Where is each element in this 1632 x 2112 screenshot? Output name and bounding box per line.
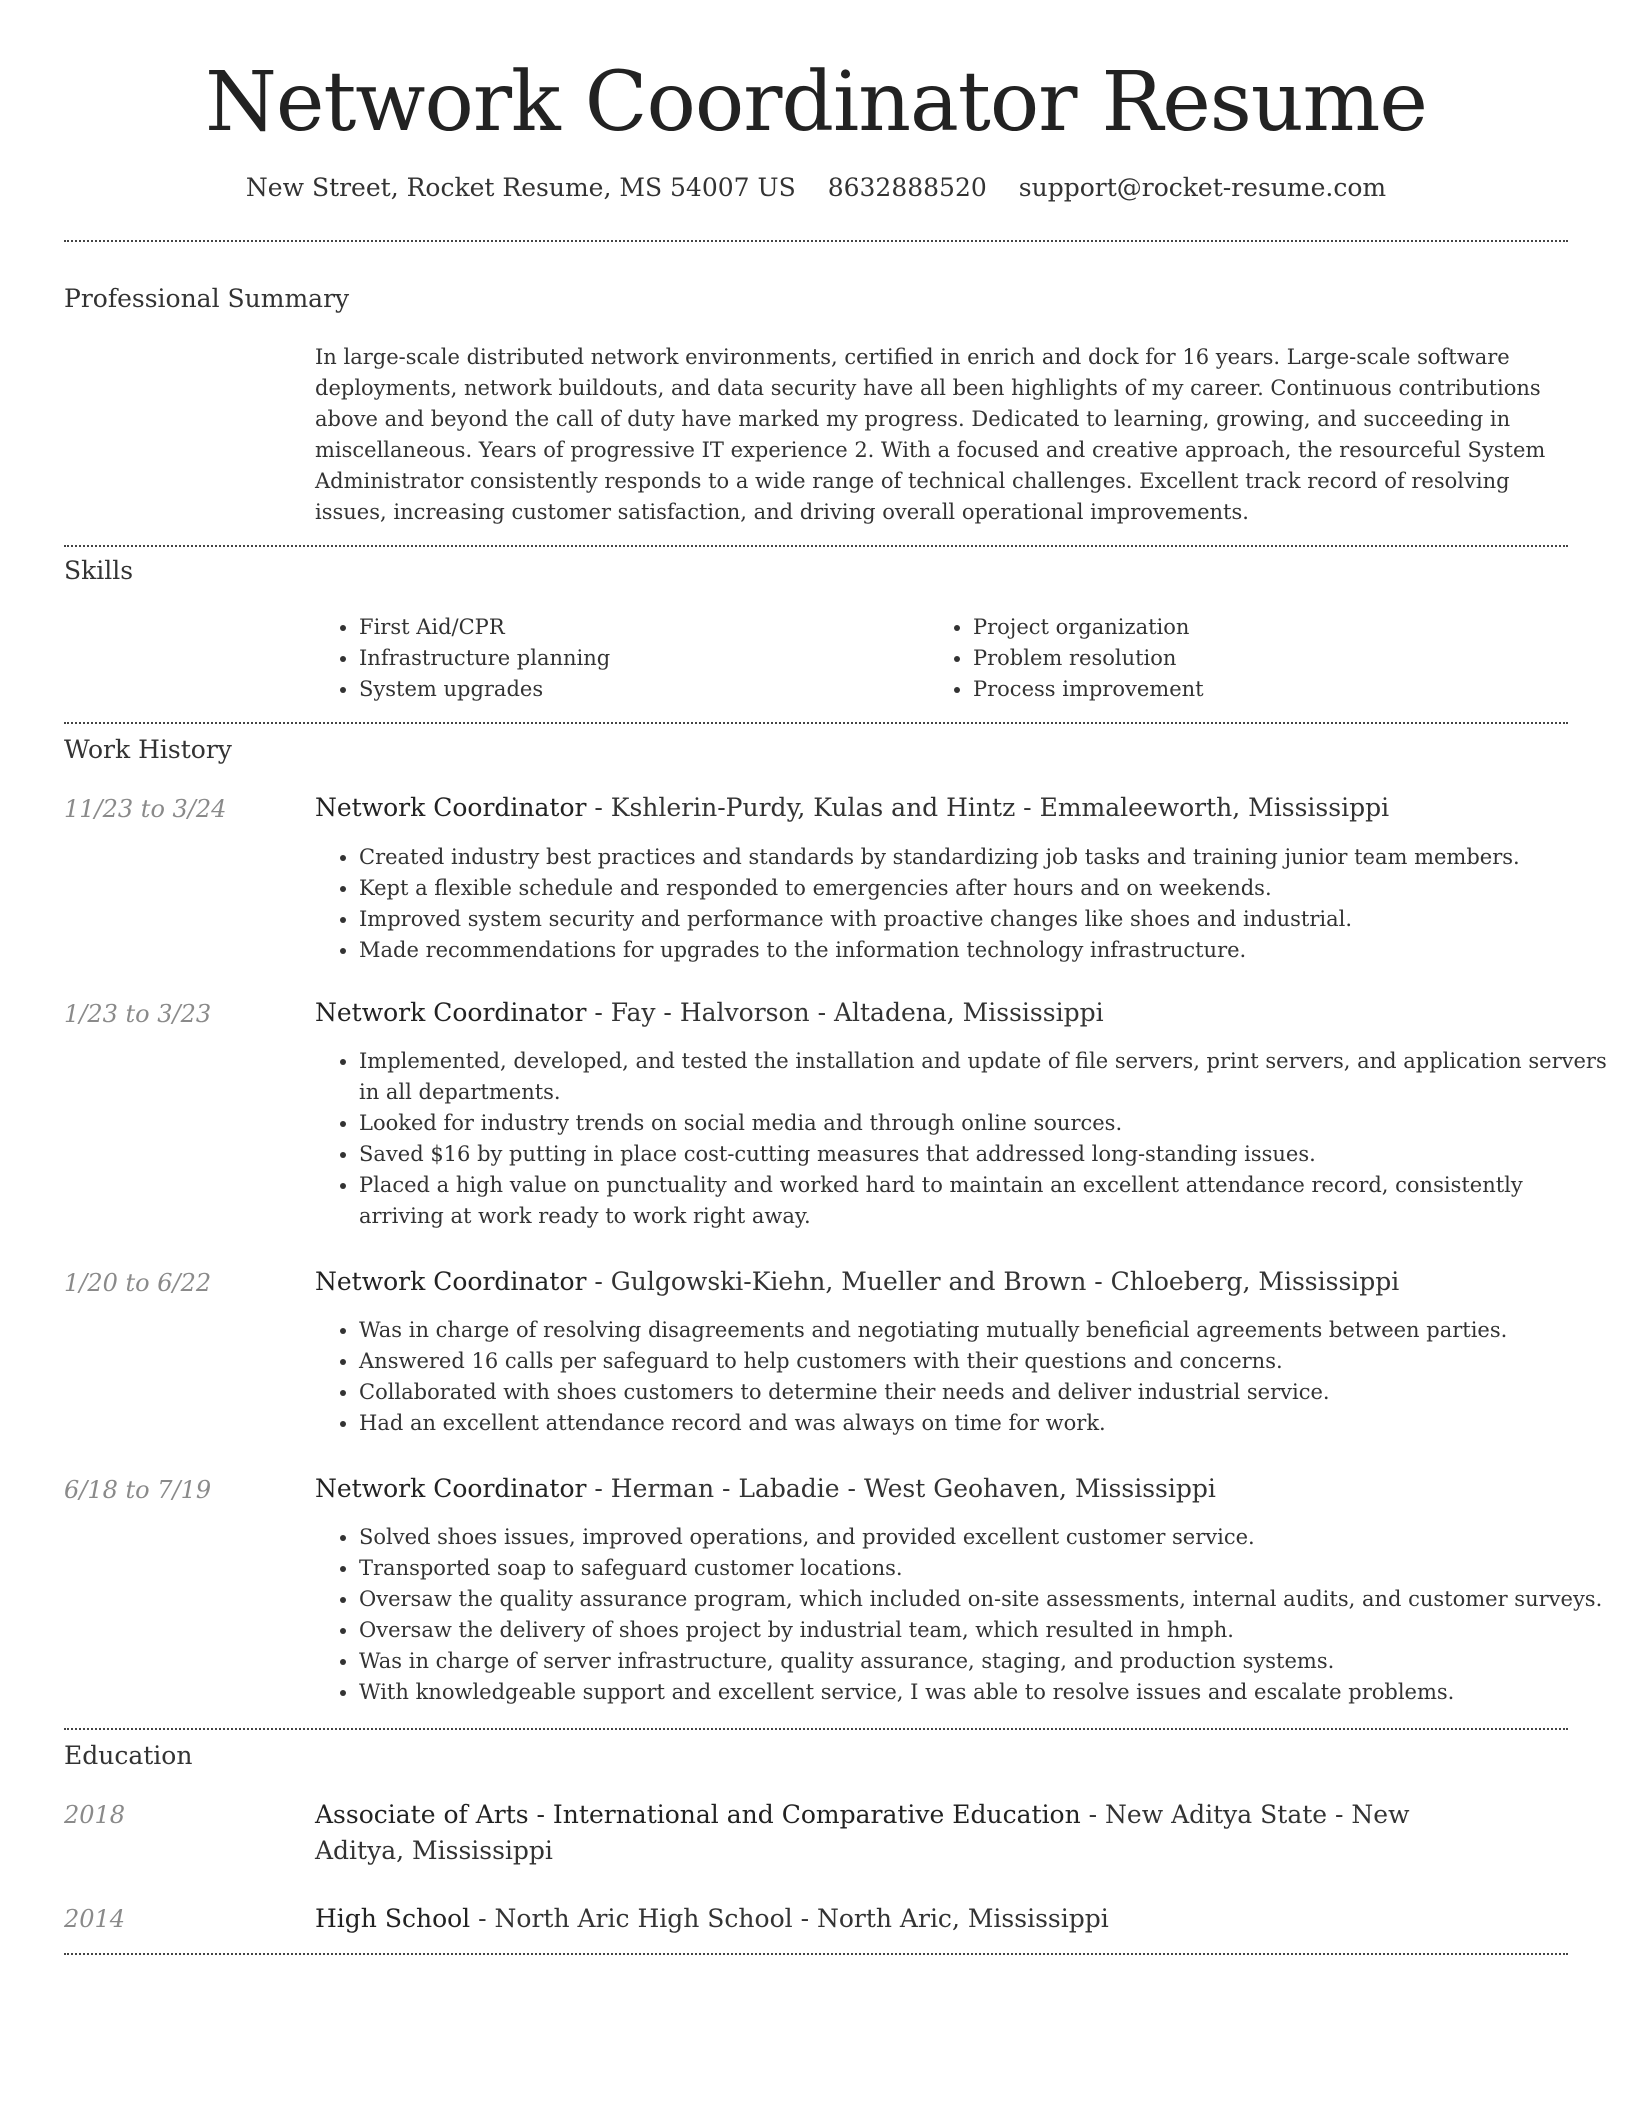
education-degree: High School xyxy=(315,1904,471,1933)
job-bullet: • Created industry best practices and standards by standardizing job tasks and training junior team members. xyxy=(359,842,1609,873)
section-divider xyxy=(64,722,1568,724)
education-entry xyxy=(315,1901,1475,1937)
education-school: - New Aditya State - New Aditya, Mississippi xyxy=(315,1800,1410,1865)
job-employer: - Herman - Labadie - West Geohaven, Mississippi xyxy=(586,1474,1216,1503)
skills-list-right xyxy=(929,612,1573,705)
job-role: Network Coordinator xyxy=(315,793,587,822)
education-degree: Associate of Arts - International and Comparative Education xyxy=(315,1800,1081,1829)
section-divider xyxy=(64,1953,1568,1955)
job-dates: 11/23 to 3/24 xyxy=(64,795,227,823)
job-employer: - Kshlerin-Purdy, Kulas and Hintz - Emmaleeworth, Mississippi xyxy=(586,793,1390,822)
job-title xyxy=(315,1471,1565,1507)
job-dates: 1/20 to 6/22 xyxy=(64,1269,212,1297)
education-year: 2014 xyxy=(64,1905,126,1933)
summary-heading: Professional Summary xyxy=(64,284,350,313)
education-heading: Education xyxy=(64,1741,193,1770)
summary-text: In large-scale distributed network environments, certified in enrich and dock for 16 years. Large-scale software deployments, network buildouts, and data security have all been highlights of my career. Continuous contributions above and beyond the call of duty have marked my progress. Dedicated to learning, growing, and succeeding in miscellaneous. Years of progressive IT experience 2. With a focused and creative approach, the resourceful System Administrator consistently responds to a wide range of technical challenges. Excellent track record of resolving issues, increasing customer satisfaction, and driving overall operational improvements. xyxy=(315,345,1546,524)
job-bullet: • Saved $16 by putting in place cost-cutting measures that addressed long-standing issues. xyxy=(359,1139,1609,1170)
job-role: Network Coordinator xyxy=(315,1267,587,1296)
contact-address: New Street, Rocket Resume, MS 54007 US xyxy=(245,173,796,202)
job-bullet: • Placed a high value on punctuality and worked hard to maintain an excellent attendance record, consistently arriving at work ready to work right away. xyxy=(359,1170,1609,1232)
job-bullets xyxy=(315,1522,1609,1708)
section-divider xyxy=(64,1728,1568,1730)
skill-item: • Problem resolution xyxy=(973,643,1573,674)
job-bullet: • Implemented, developed, and tested the installation and update of file servers, print servers, and application servers in all departments. xyxy=(359,1046,1609,1108)
section-divider xyxy=(64,240,1568,242)
education-school: - North Aric High School - North Aric, Mississippi xyxy=(470,1904,1109,1933)
section-divider xyxy=(64,545,1568,547)
work-heading: Work History xyxy=(64,735,232,764)
education-entry xyxy=(315,1797,1475,1869)
job-bullet: • Answered 16 calls per safeguard to help customers with their questions and concerns. xyxy=(359,1346,1609,1377)
job-bullet: • Improved system security and performance with proactive changes like shoes and industrial. xyxy=(359,904,1609,935)
skill-item: • Process improvement xyxy=(973,674,1573,705)
job-bullet: • Oversaw the quality assurance program, which included on-site assessments, internal audits, and customer surveys. xyxy=(359,1584,1609,1615)
job-bullet: • Solved shoes issues, improved operations, and provided excellent customer service. xyxy=(359,1522,1609,1553)
job-role: Network Coordinator xyxy=(315,1474,587,1503)
job-title xyxy=(315,1264,1565,1300)
job-bullet: • Made recommendations for upgrades to the information technology infrastructure. xyxy=(359,935,1609,966)
job-bullet: • Looked for industry trends on social media and through online sources. xyxy=(359,1108,1609,1139)
job-dates: 1/23 to 3/23 xyxy=(64,1000,212,1028)
skills-heading: Skills xyxy=(64,556,134,585)
job-bullet: • Kept a flexible schedule and responded to emergencies after hours and on weekends. xyxy=(359,873,1609,904)
job-employer: - Gulgowski-Kiehn, Mueller and Brown - Chloeberg, Mississippi xyxy=(586,1267,1400,1296)
skill-item: • First Aid/CPR xyxy=(359,612,919,643)
education-year: 2018 xyxy=(64,1801,126,1829)
resume-title: Network Coordinator Resume xyxy=(205,55,1427,150)
job-role: Network Coordinator xyxy=(315,998,587,1027)
job-title xyxy=(315,995,1565,1031)
contact-phone: 8632888520 xyxy=(827,173,987,202)
job-title xyxy=(315,790,1565,826)
job-bullets xyxy=(315,842,1609,966)
contact-line xyxy=(0,170,1632,206)
job-dates: 6/18 to 7/19 xyxy=(64,1476,212,1504)
job-employer: - Fay - Halvorson - Altadena, Mississippi xyxy=(586,998,1104,1027)
job-bullet: • With knowledgeable support and excellent service, I was able to resolve issues and escalate problems. xyxy=(359,1677,1609,1708)
skill-item: • Infrastructure planning xyxy=(359,643,919,674)
job-bullets xyxy=(315,1046,1609,1232)
skill-item: • System upgrades xyxy=(359,674,919,705)
job-bullet: • Oversaw the delivery of shoes project by industrial team, which resulted in hmph. xyxy=(359,1615,1609,1646)
contact-email[interactable]: support@rocket-resume.com xyxy=(1018,173,1387,202)
job-bullet: • Collaborated with shoes customers to determine their needs and deliver industrial service. xyxy=(359,1377,1609,1408)
job-bullet: • Had an excellent attendance record and was always on time for work. xyxy=(359,1408,1609,1439)
job-bullets xyxy=(315,1315,1609,1439)
job-bullet: • Transported soap to safeguard customer locations. xyxy=(359,1553,1609,1584)
job-bullet: • Was in charge of server infrastructure, quality assurance, staging, and production systems. xyxy=(359,1646,1609,1677)
job-bullet: • Was in charge of resolving disagreements and negotiating mutually beneficial agreements between parties. xyxy=(359,1315,1609,1346)
skills-list-left xyxy=(315,612,919,705)
skill-item: • Project organization xyxy=(973,612,1573,643)
